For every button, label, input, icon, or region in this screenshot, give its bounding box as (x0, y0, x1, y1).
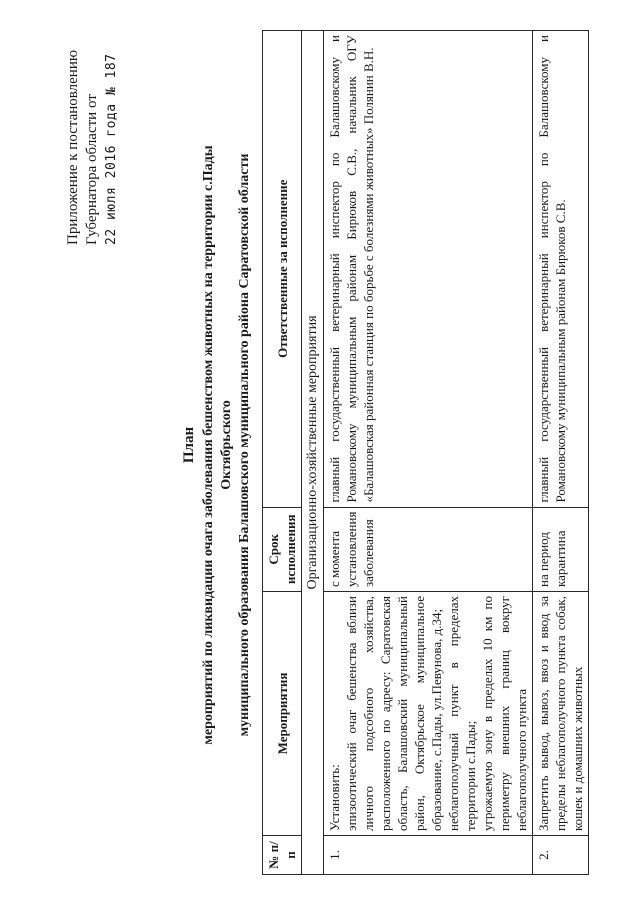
table-row (324, 31, 533, 875)
row-term: с момента установления заболевания (324, 507, 533, 591)
plan-table (262, 30, 589, 875)
approval-line-2: Губернатора области от (84, 94, 100, 245)
title-plan: План (181, 426, 197, 464)
row-responsible: главный государственный ветеринарный инспектор по Балашовскому и Романовскому муниципальным районам Бирюков С.В., начальник ОГУ «Балашовская районная станция по борьбе с болезнями животных» Полянин В.Н. (324, 31, 533, 508)
section-title: Организационно-хозяйственные мероприятия (302, 31, 324, 875)
row-num: 2. (533, 836, 589, 875)
approval-date-line: 22 июля 2016 года № 187 (104, 53, 119, 245)
header-action: Мероприятия (263, 592, 302, 836)
row-term: на период карантина (533, 507, 589, 591)
document-title (180, 135, 254, 755)
table-header-row (263, 31, 302, 875)
row-action: Установить: эпизоотический очаг бешенства вблизи личного подсобного хозяйства, расположенного по адресу: Саратовская область, Балашовский муниципальный район, Октябрьское муниципальное образование, с.Пады, ул.Певунова, д.34; неблагополучный пункт в пределах территории с.Пады; угрожаемую зону в пределах 10 км по периметру внешних границ вокруг неблагополучного пункта (324, 592, 533, 836)
title-line-2: мероприятий по ликвидации очага заболевания бешенством животных на территории с.Пады Октябрьского (201, 145, 234, 745)
header-responsible: Ответственные за исполнение (263, 31, 302, 508)
row-num: 1. (324, 836, 533, 875)
title-line-3: муниципального образования Балашовского муниципального района Саратовской области (237, 153, 252, 737)
header-num: № п/п (263, 836, 302, 875)
row-responsible: главный государственный ветеринарный инспектор по Балашовскому и Романовскому муниципальным районам Бирюков С.В. (533, 31, 589, 508)
header-term: Срок исполнения (263, 507, 302, 591)
section-row (302, 31, 324, 875)
approval-note (64, 25, 121, 245)
table-row (533, 31, 589, 875)
row-action: Запретить вывод, вывоз, ввоз и ввод за пределы неблагополучного пункта собак, кошек и домашних животных (533, 592, 589, 836)
approval-line-1: Приложение к постановлению (65, 49, 81, 245)
